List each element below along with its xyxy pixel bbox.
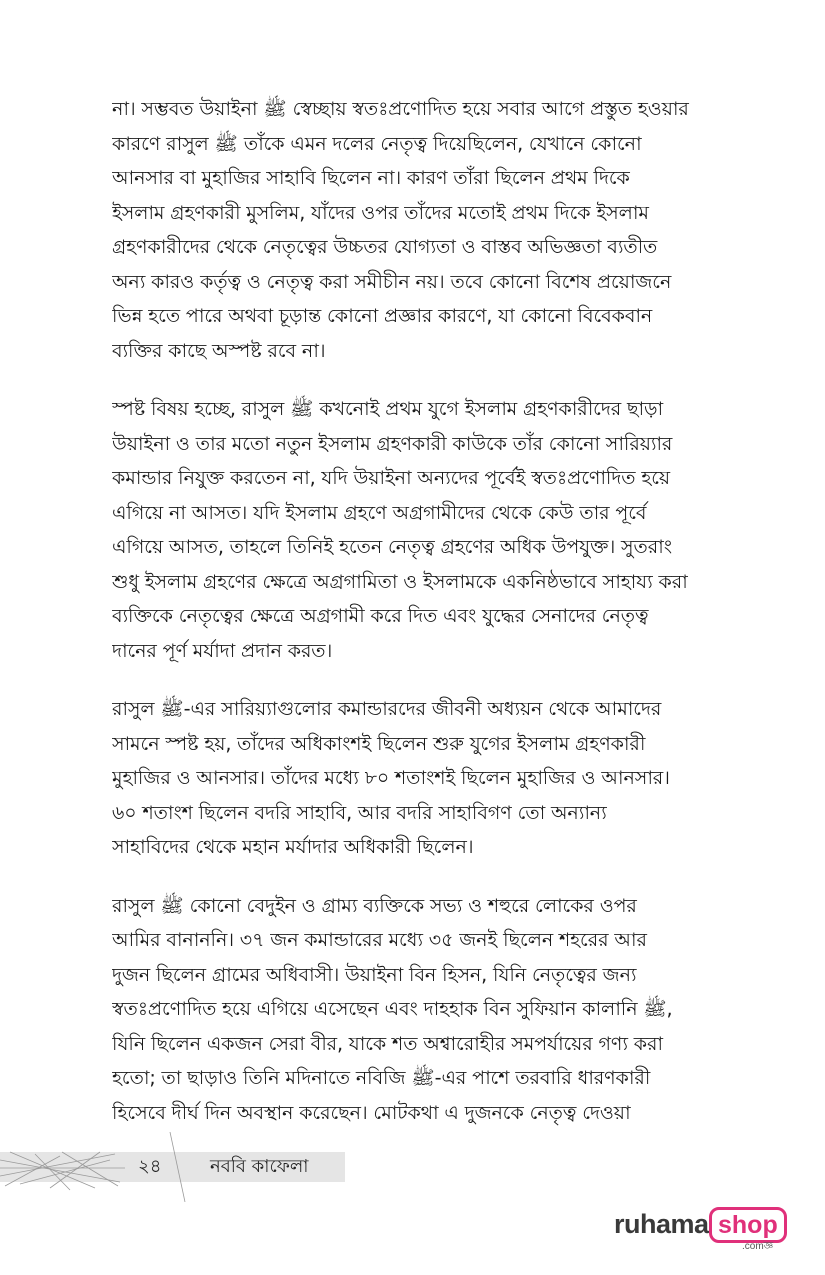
- logo-brand-text: ruhama: [614, 1209, 709, 1239]
- text-line: হতো; তা ছাড়াও তিনি মদিনাতে নবিজি ﷺ-এর পাশে তরবারি ধারণকারী: [112, 1066, 651, 1089]
- text-line: ব্যক্তির কাছে অস্পষ্ট রবে না।: [112, 338, 326, 362]
- text-line: এগিয়ে না আসত। যদি ইসলাম গ্রহণে অগ্রগামীদের থেকে কেউ তার পূর্বে: [112, 500, 647, 524]
- text-line: সাহাবিদের থেকে মহান মর্যাদার অধিকারী ছিলেন।: [112, 835, 474, 858]
- text-line: অন্য কারও কর্তৃত্ব ও নেতৃত্ব করা সমীচীন নয়। তবে কোনো বিশেষ প্রয়োজনে: [112, 269, 672, 293]
- text-line: যিনি ছিলেন একজন সেরা বীর, যাকে শত অশ্বারোহীর সমপর্যায়ের গণ্য করা: [112, 1031, 663, 1055]
- text-line: না। সম্ভবত উয়াইনা ﷺ স্বেচ্ছায় স্বতঃপ্রণোদিত হয়ে সবার আগে প্রস্তুত হওয়ার: [112, 97, 689, 120]
- paragraph-3: [112, 692, 713, 865]
- ruhamashop-logo: [614, 1207, 784, 1252]
- text-line: ইসলাম গ্রহণকারী মুসলিম, যাঁদের ওপর তাঁদের মতোই প্রথম দিকে ইসলাম: [112, 200, 649, 224]
- page-body: [112, 92, 713, 1154]
- text-line: এগিয়ে আসত, তাহলে তিনিই হতেন নেতৃত্ব গ্রহণের অধিক উপযুক্ত। সুতরাং: [112, 535, 672, 558]
- text-line: দুজন ছিলেন গ্রামের অধিবাসী। উয়াইনা বিন হিসন, যিনি নেতৃত্বের জন্য: [112, 962, 637, 986]
- text-line: উয়াইনা ও তার মতো নতুন ইসলাম গ্রহণকারী কাউকে তাঁর কোনো সারিয়্যার: [112, 431, 673, 455]
- text-line: রাসুল ﷺ কোনো বেদুইন ও গ্রাম্য ব্যক্তিকে সভ্য ও শহুরে লোকের ওপর: [112, 893, 637, 917]
- text-line: ভিন্ন হতে পারে অথবা চূড়ান্ত কোনো প্রজ্ঞার কারণে, যা কোনো বিবেকবান: [112, 304, 653, 327]
- text-line: আমির বানাননি। ৩৭ জন কমান্ডারের মধ্যে ৩৫ জনই ছিলেন শহরের আর: [112, 928, 647, 951]
- text-line: ব্যক্তিকে নেতৃত্বের ক্ষেত্রে অগ্রগামী করে দিত এবং যুদ্ধের সেনাদের নেতৃত্ব: [112, 604, 649, 627]
- paragraph-1: [112, 92, 713, 368]
- text-line: দানের পূর্ণ মর্যাদা প্রদান করত।: [112, 638, 333, 662]
- logo-domain: .comজ্ঞ: [742, 1241, 774, 1252]
- text-line: সামনে স্পষ্ট হয়, তাঁদের অধিকাংশই ছিলেন শুরু যুগের ইসলাম গ্রহণকারী: [112, 731, 646, 755]
- text-line: গ্রহণকারীদের থেকে নেতৃত্বের উচ্চতর যোগ্যতা ও বাস্তব অভিজ্ঞতা ব্যতীত: [112, 235, 658, 258]
- paragraph-4: [112, 889, 713, 1131]
- text-line: শুধু ইসলাম গ্রহণের ক্ষেত্রে অগ্রগামিতা ও ইসলামকে একনিষ্ঠভাবে সাহায্য করা: [112, 569, 688, 593]
- running-title: নববি কাফেলা: [210, 1156, 309, 1177]
- text-line: মুহাজির ও আনসার। তাঁদের মধ্যে ৮০ শতাংশই ছিলেন মুহাজির ও আনসার।: [112, 766, 670, 789]
- text-line: হিসেবে দীর্ঘ দিন অবস্থান করেছেন। মোটকথা এ দুজনকে নেতৃত্ব দেওয়া: [112, 1100, 631, 1124]
- footer-decoration-lines: [0, 1132, 200, 1202]
- text-line: স্পষ্ট বিষয় হচ্ছে, রাসুল ﷺ কখনোই প্রথম যুগে ইসলাম গ্রহণকারীদের ছাড়া: [112, 397, 664, 420]
- paragraph-2: [112, 392, 713, 668]
- text-line: রাসুল ﷺ-এর সারিয়্যাগুলোর কমান্ডারদের জীবনী অধ্যয়ন থেকে আমাদের: [112, 697, 662, 720]
- text-line: আনসার বা মুহাজির সাহাবি ছিলেন না। কারণ তাঁরা ছিলেন প্রথম দিকে: [112, 166, 630, 189]
- text-line: কমান্ডার নিযুক্ত করতেন না, যদি উয়াইনা অন্যদের পূর্বেই স্বতঃপ্রণোদিত হয়ে: [112, 466, 671, 489]
- logo-shop-badge: shop: [709, 1207, 787, 1243]
- page-number: ২৪: [138, 1156, 162, 1177]
- text-line: কারণে রাসুল ﷺ তাঁকে এমন দলের নেতৃত্ব দিয়েছিলেন, যেখানে কোনো: [112, 131, 642, 155]
- text-line: স্বতঃপ্রণোদিত হয়ে এগিয়ে এসেছেন এবং দাহহাক বিন সুফিয়ান কালানি ﷺ,: [112, 997, 673, 1020]
- text-line: ৬০ শতাংশ ছিলেন বদরি সাহাবি, আর বদরি সাহাবিগণ তো অন্যান্য: [112, 800, 607, 824]
